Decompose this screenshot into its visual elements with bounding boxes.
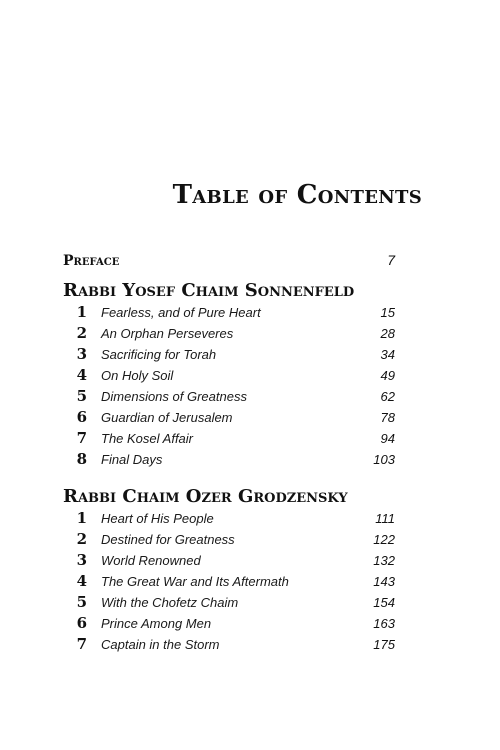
- chapter-entry: [63, 550, 395, 571]
- chapter-page-number: 143: [373, 574, 395, 589]
- chapter-title: Heart of His People: [101, 511, 214, 526]
- chapter-entry: [63, 449, 395, 470]
- chapter-title: Captain in the Storm: [101, 637, 220, 652]
- chapter-entry: [63, 529, 395, 550]
- chapter-number: 7: [76, 635, 87, 653]
- section-title: Rabbi Chaim Ozer Grodzensky: [63, 486, 348, 507]
- chapter-number: 3: [76, 345, 87, 363]
- chapter-page-number: 111: [375, 511, 395, 526]
- chapter-entry: [63, 302, 395, 323]
- chapter-number: 1: [76, 303, 87, 321]
- preface-label: Preface: [63, 253, 120, 269]
- chapter-page-number: 62: [380, 389, 395, 404]
- chapter-title: Destined for Greatness: [101, 532, 235, 547]
- chapter-title: Prince Among Men: [101, 616, 212, 631]
- page-title: Table of Contents: [172, 180, 422, 210]
- chapter-page-number: 154: [373, 595, 395, 610]
- chapter-page-number: 132: [373, 553, 395, 568]
- chapter-title: On Holy Soil: [101, 368, 174, 383]
- chapter-entry: [63, 386, 395, 407]
- chapter-number: 3: [76, 551, 87, 569]
- chapter-page-number: 94: [380, 431, 395, 446]
- chapter-entry: [63, 428, 395, 449]
- chapter-page-number: 28: [380, 326, 395, 341]
- section-title: Rabbi Yosef Chaim Sonnenfeld: [63, 280, 355, 301]
- chapter-title: Dimensions of Greatness: [101, 389, 247, 404]
- preface-entry: [63, 252, 395, 272]
- chapter-entry: [63, 592, 395, 613]
- chapter-number: 8: [76, 450, 87, 468]
- chapter-number: 6: [76, 614, 87, 632]
- chapter-page-number: 78: [380, 410, 395, 425]
- chapter-title: Sacrificing for Torah: [101, 347, 217, 362]
- chapter-title: With the Chofetz Chaim: [101, 595, 239, 610]
- chapter-number: 1: [76, 509, 87, 527]
- chapter-page-number: 103: [373, 452, 395, 467]
- chapter-title: The Kosel Affair: [101, 431, 194, 446]
- chapter-entry: [63, 407, 395, 428]
- chapter-page-number: 163: [373, 616, 395, 631]
- chapter-page-number: 175: [373, 637, 395, 652]
- chapter-page-number: 34: [380, 347, 395, 362]
- chapter-number: 7: [76, 429, 87, 447]
- section-grodzensky: [63, 486, 395, 655]
- chapter-number: 4: [76, 366, 87, 384]
- chapter-entry: [63, 508, 395, 529]
- chapter-title: The Great War and Its Aftermath: [101, 574, 289, 589]
- chapter-title: Fearless, and of Pure Heart: [101, 305, 261, 320]
- preface-page-number: 7: [387, 252, 395, 268]
- chapter-title: Guardian of Jerusalem: [101, 410, 233, 425]
- chapter-number: 6: [76, 408, 87, 426]
- chapter-entry: [63, 365, 395, 386]
- chapter-entry: [63, 613, 395, 634]
- chapter-page-number: 49: [380, 368, 395, 383]
- chapter-number: 2: [76, 324, 87, 342]
- chapter-number: 4: [76, 572, 87, 590]
- chapter-title: World Renowned: [101, 553, 201, 568]
- chapter-entry: [63, 634, 395, 655]
- chapter-entry: [63, 323, 395, 344]
- section-sonnenfeld: [63, 280, 395, 470]
- chapter-number: 5: [76, 593, 87, 611]
- chapter-entry: [63, 344, 395, 365]
- chapter-number: 5: [76, 387, 87, 405]
- chapter-number: 2: [76, 530, 87, 548]
- chapter-entry: [63, 571, 395, 592]
- chapter-list: [63, 302, 395, 470]
- chapter-page-number: 15: [380, 305, 395, 320]
- chapter-title: An Orphan Perseveres: [101, 326, 234, 341]
- chapter-list: [63, 508, 395, 655]
- chapter-title: Final Days: [101, 452, 163, 467]
- chapter-page-number: 122: [373, 532, 395, 547]
